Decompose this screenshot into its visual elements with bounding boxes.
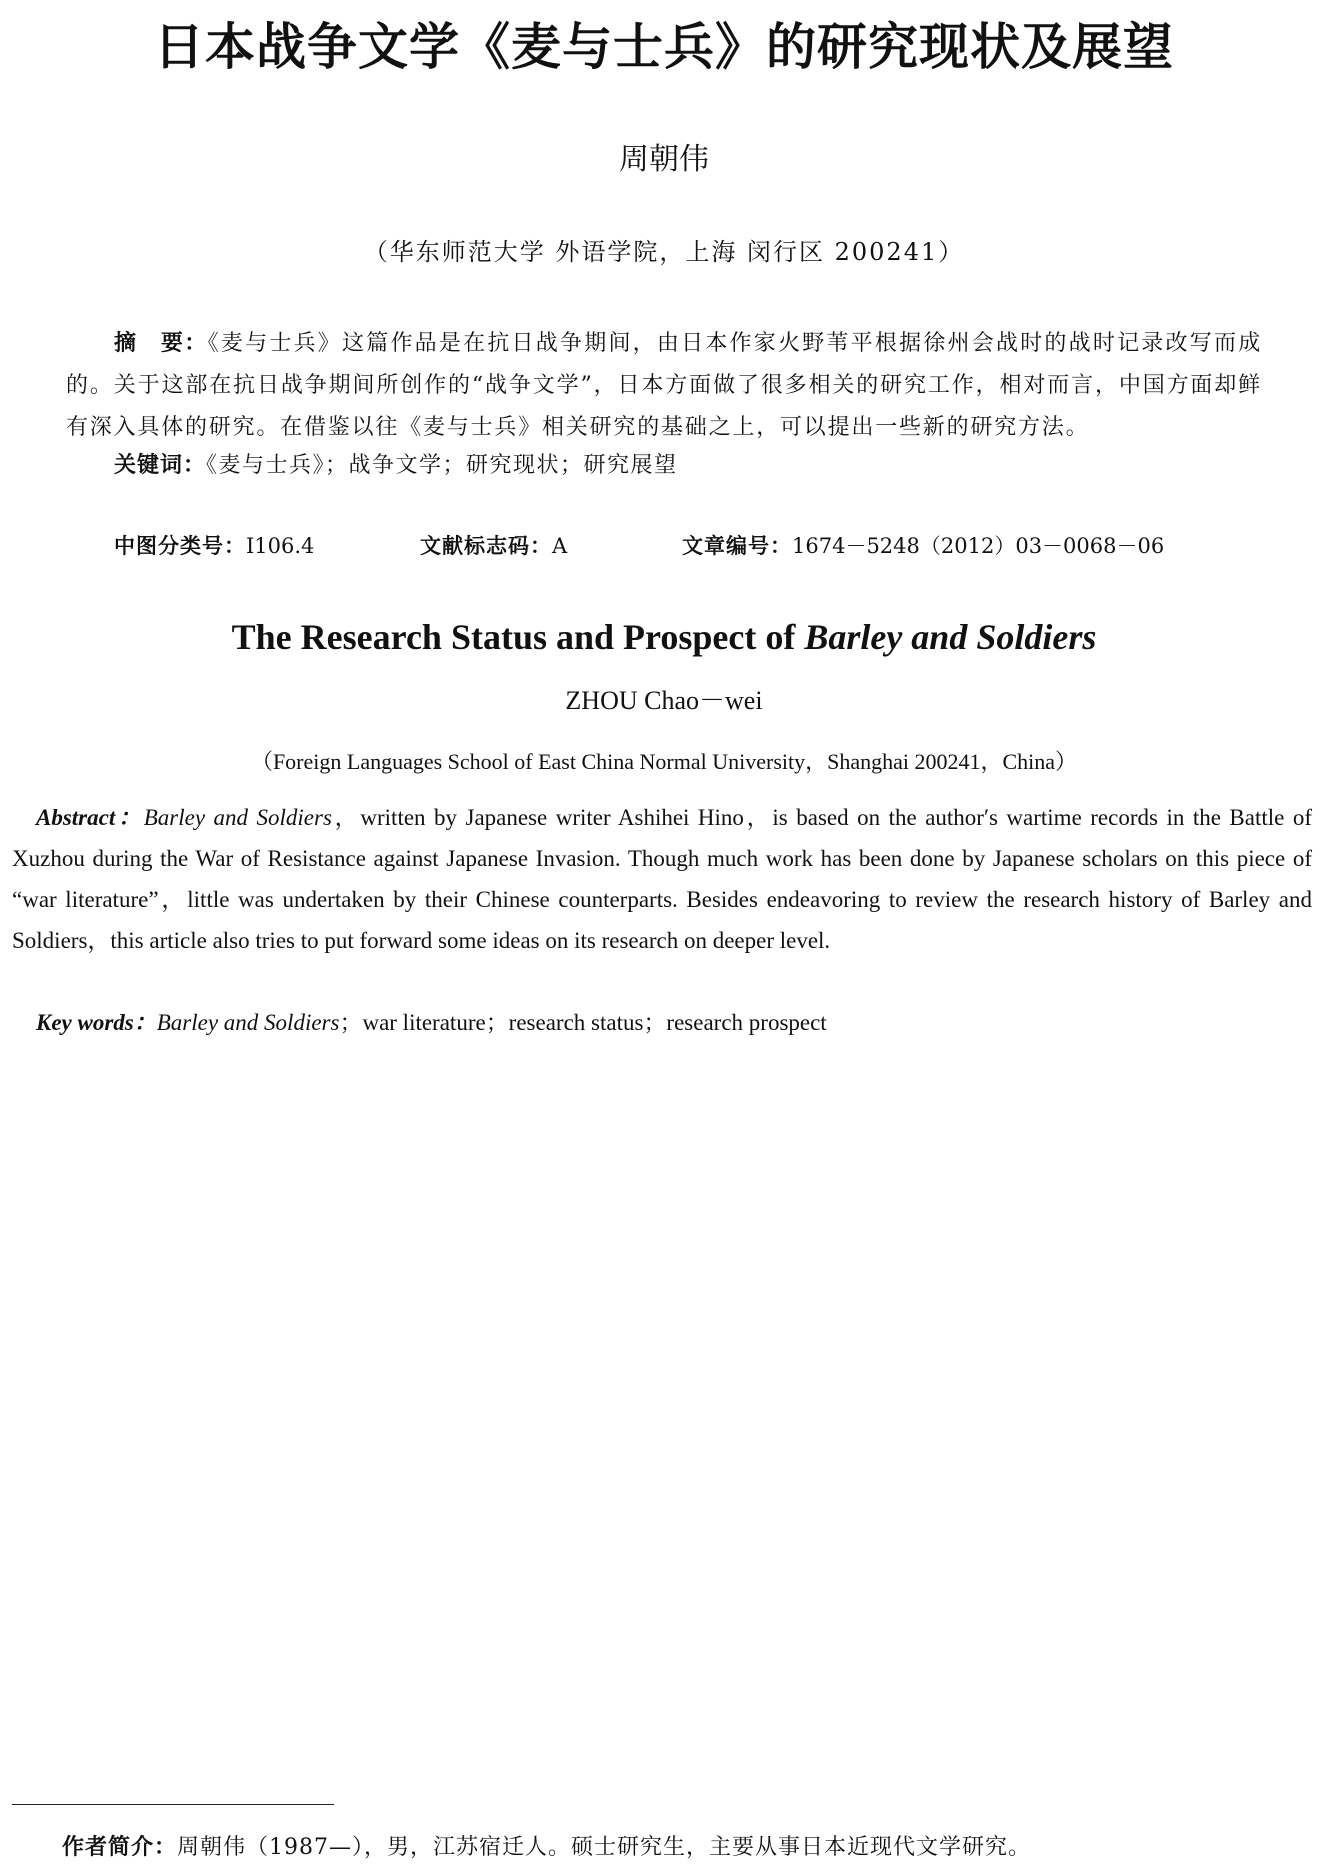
english-affiliation: （Foreign Languages School of East China Normal University，Shanghai 200241，China）	[250, 749, 1078, 774]
english-abstract-text: ，written by Japanese writer Ashihei Hino，is based on the author′s wartime records in the Battle of Xuzhou during the War of Resistance against Japanese Invasion. Though much work has been done by Japanese scholars on this piece of “war literature”，little was undertaken by their Chinese counterparts. Besides endeavoring to review the research history of Barley and Soldiers，this article also tries to put forward some ideas on its research on deeper level.	[12, 805, 1312, 953]
chinese-author: 周朝伟	[619, 142, 709, 177]
english-keywords-italic-lead: Barley and Soldiers	[156, 1010, 340, 1035]
clc-label: 中图分类号：	[114, 534, 246, 558]
chinese-title: 日本战争文学《麦与士兵》的研究现状及展望	[154, 18, 1174, 76]
english-title-prefix: The Research Status and Prospect of	[231, 617, 805, 657]
english-abstract-italic-lead: Barley and Soldiers	[143, 805, 332, 830]
clc-value: I106.4	[246, 534, 315, 558]
footnote-divider	[12, 1804, 334, 1805]
author-footnote-label: 作者简介：	[62, 1835, 178, 1860]
chinese-abstract	[66, 323, 1262, 449]
english-abstract	[12, 797, 1312, 961]
english-title-italic: Barley and Soldiers	[804, 617, 1097, 657]
author-footnote	[62, 1832, 1312, 1864]
chinese-affiliation: （华东师范大学 外语学院，上海 闵行区 200241）	[363, 238, 965, 266]
chinese-keywords-text: 《麦与士兵》；战争文学；研究现状；研究展望	[206, 453, 678, 478]
article-number	[682, 530, 1164, 562]
clc-number	[114, 530, 314, 562]
english-author: ZHOU Chao－wei	[565, 686, 763, 715]
english-abstract-label: Abstract：	[36, 805, 144, 830]
english-title	[0, 612, 1328, 662]
chinese-abstract-label: 摘 要：	[114, 331, 208, 356]
author-footnote-text: 周朝伟（1987—），男，江苏宿迁人。硕士研究生，主要从事日本近现代文学研究。	[177, 1835, 1032, 1860]
english-keywords-text: ；war literature；research status；research prospect	[339, 1010, 827, 1035]
chinese-abstract-text: 《麦与士兵》这篇作品是在抗日战争期间，由日本作家火野苇平根据徐州会战时的战时记录改写而成的。关于这部在抗日战争期间所创作的“战争文学”，日本方面做了很多相关的研究工作，相对而言，中国方面却鲜有深入具体的研究。在借鉴以往《麦与士兵》相关研究的基础之上，可以提出一些新的研究方法。	[66, 331, 1262, 440]
chinese-keywords-label: 关键词：	[114, 453, 207, 478]
chinese-keywords	[114, 446, 1264, 486]
english-keywords	[36, 1003, 1316, 1043]
document-code-label: 文献标志码：	[420, 534, 552, 558]
article-number-label: 文章编号：	[682, 534, 792, 558]
document-code-value: A	[552, 534, 568, 558]
document-code	[420, 530, 567, 562]
article-number-value: 1674－5248（2012）03－0068－06	[792, 534, 1165, 558]
english-keywords-label: Key words：	[36, 1010, 157, 1035]
